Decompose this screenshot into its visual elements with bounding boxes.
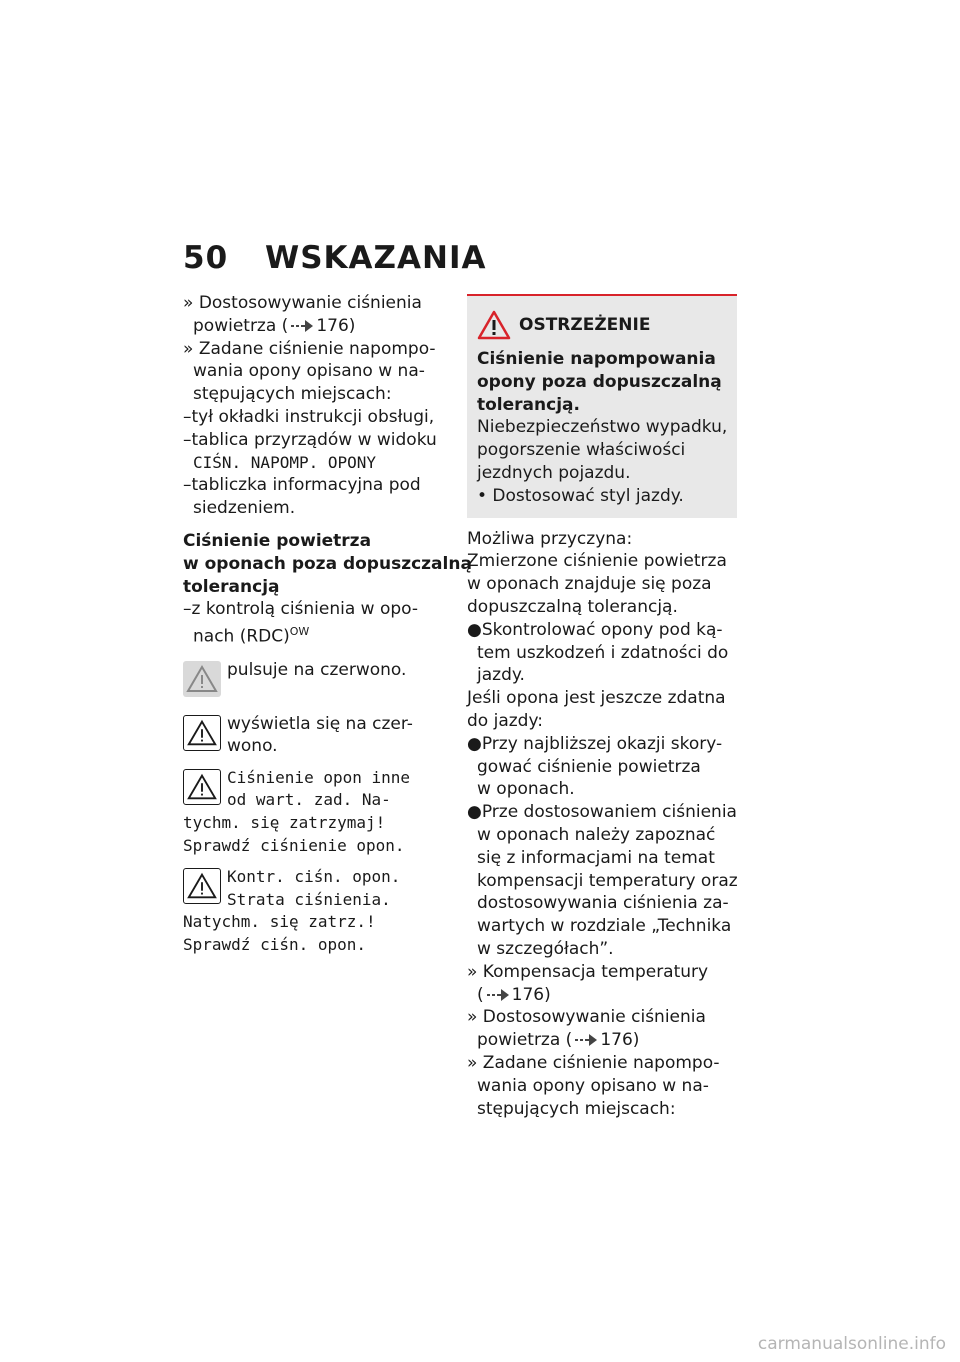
left-column: » Dostosowywanie ciśnienia powietrza ( 176) » Zadane ciśnienie napompo- wania opony opisano w na- stępujących miejscach: –tył okładki instrukcji obsługi, –tablica przyrządów w widoku CIŚN. NAPOMP. OPONY –tabliczka informacyjna pod siedzeniem. Ciśnienie powietrza w oponach poza dopuszczalną tolerancją –z kontrolą ciśnienia w opo- nach (RDC)$^{OW}$ pulsuje na czerwono. wyświetla się na czer- wono. Ciśnienie opon inne od wart. zad. Na- tychm. się zatrzymaj! Sprawdź ciśnienie opon. Kontr. ciśn. opon. Strata ciśnienia. Natychm. się zatrz.! Sprawdź ciśn. opon. xyxy=(183,292,451,965)
watermark: carmanualsonline.info xyxy=(757,1334,946,1354)
ref-item: » Zadane ciśnienie napompo- xyxy=(183,338,436,359)
right-column: OSTRZEŻENIE Ciśnienie napompowania opony poza dopuszczalną tolerancją. Niebezpieczeństwo wypadku, pogorszenie właściwości jezdnych pojazdu. • Dostosować styl jazdy. Możliwa przyczyna: Zmierzone ciśnienie powietrza w oponach znajduje się poza dopuszczalną tolerancją. ●Skontrolować opony pod ką- tem uszkodzeń i zdatności do jazdy. Jeśli opona jest jeszcze zdatna do jazdy: ●Przy najbliższej okazji skory- gować ciśnienie powietrza w oponach. ●Prze dostosowaniem ciśnienia w oponach należy zapoznać się z informacjami na temat kompensacji temperatury oraz dostosowywania ciśnienia za- wartych w rozdziale „Technika w szczegółach”. » Kompensacja temperatury ( 176) » Dostosowywanie ciśnienia powietrza ( 176) » Zadane ciśnienie napompo- wania opony opisano w na- stępujących miejscach: xyxy=(467,294,737,1120)
warning-triangle-icon xyxy=(183,715,221,751)
page-ref-arrow-icon xyxy=(575,1034,597,1046)
condition: Jeśli opona jest jeszcze zdatna xyxy=(467,688,726,709)
warning-triangle-filled-icon xyxy=(183,661,221,697)
bullet-item: ●Przy najbliższej okazji skory- xyxy=(467,733,723,754)
page-ref-arrow-icon xyxy=(487,989,509,1001)
ref-link[interactable]: powietrza ( 176) xyxy=(477,1030,640,1051)
warning-box: OSTRZEŻENIE Ciśnienie napompowania opony poza dopuszczalną tolerancją. Niebezpieczeństwo wypadku, pogorszenie właściwości jezdnych pojazdu. • Dostosować styl jazdy. xyxy=(467,294,737,518)
warning-title: OSTRZEŻENIE xyxy=(519,314,651,335)
ref-item-cont[interactable]: powietrza ( 176) xyxy=(193,315,356,336)
cause-label: Możliwa przyczyna: xyxy=(467,528,633,549)
warning-triangle-icon xyxy=(183,868,221,904)
section-heading: Ciśnienie powietrza xyxy=(183,530,372,551)
bullet-item: ●Skontrolować opony pod ką- xyxy=(467,619,723,640)
ref-item: » Dostosowywanie ciśnienia xyxy=(183,293,422,313)
page-ref-arrow-icon xyxy=(291,320,313,332)
warning-red: wyświetla się na czer- wono. xyxy=(183,713,451,759)
dash-item: –tablica przyrządów w widoku xyxy=(183,429,437,450)
warning-bullet: • Dostosować styl jazdy. xyxy=(477,485,684,506)
warning-pulse: pulsuje na czerwono. xyxy=(183,659,451,705)
ref-item: » Zadane ciśnienie napompo- xyxy=(467,1052,720,1073)
page-header xyxy=(183,240,486,276)
bullet-item: ●Prze dostosowaniem ciśnienia xyxy=(467,802,737,823)
page-title: WSKAZANIA xyxy=(265,240,487,276)
superscript: OW xyxy=(289,625,310,639)
dash-item: –tył okładki instrukcji obsługi, xyxy=(183,406,435,427)
display-text: CIŚN. NAPOMP. OPONY xyxy=(193,452,377,472)
warning-msg-1: Ciśnienie opon inne od wart. zad. Na- tychm. się zatrzymaj! Sprawdź ciśnienie opon. xyxy=(183,767,411,855)
dash-item: –tabliczka informacyjna pod xyxy=(183,475,421,496)
warning-triangle-red-icon xyxy=(477,310,511,340)
warning-msg-2: Kontr. ciśn. opon. Strata ciśnienia. Natychm. się zatrz.! Sprawdź ciśn. opon. xyxy=(183,866,401,955)
ref-item: » Dostosowywanie ciśnienia xyxy=(467,1007,706,1028)
ref-link[interactable]: ( 176) xyxy=(477,984,551,1005)
page-number: 50 xyxy=(183,240,229,276)
warning-triangle-icon xyxy=(183,769,221,805)
ref-item: » Kompensacja temperatury xyxy=(467,961,709,982)
condition: –z kontrolą ciśnienia w opo- xyxy=(183,599,419,620)
